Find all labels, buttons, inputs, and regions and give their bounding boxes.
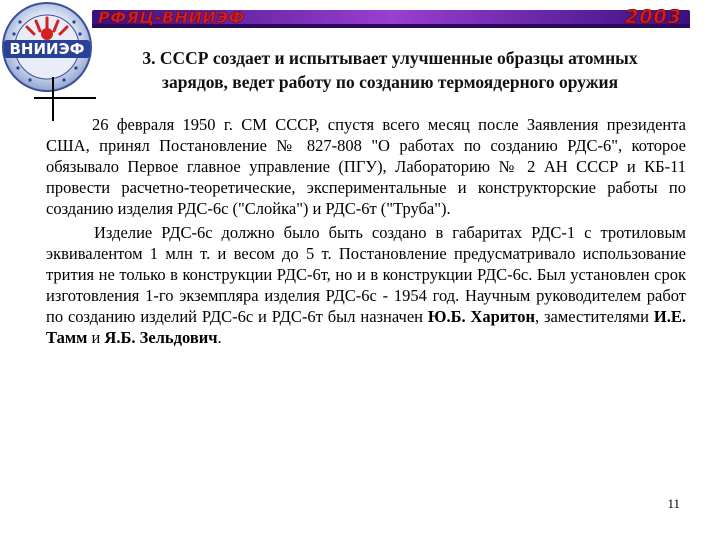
- person-tamm: И.Е. Тамм: [46, 307, 686, 347]
- slide-title: [60, 46, 720, 94]
- page-number: 11: [667, 496, 680, 511]
- year-label: 2003: [625, 6, 682, 28]
- crosshair-mark-horizontal: [34, 97, 96, 99]
- slide-body: [46, 114, 686, 348]
- title-line-1: 3. СССР создает и испытывает улучшенные образцы атомных: [142, 48, 638, 68]
- organization-label: РФЯЦ-ВНИИЭФ: [98, 8, 245, 27]
- paragraph-2-text-c: и: [87, 328, 105, 347]
- paragraph-2-end: .: [217, 328, 222, 347]
- person-khariton: Ю.Б. Харитон: [427, 307, 535, 326]
- logo-text: ВНИИЭФ: [9, 40, 85, 58]
- title-line-2: зарядов, ведет работу по созданию термоядерного оружия: [161, 72, 619, 92]
- paragraph-2-text-a: Изделие РДС-6с должно было быть создано в габаритах РДС-1 с тротиловым эквивалентом 1 млн т. и весом до 5 т. Постановление предусматривало использование трития не только в конструкции РДС-6т, но и в конструкции РДС-6с. Был установлен срок изготовления 1-го экземпляра изделия РДС-6с - 1954 год. Научным руководителем работ по созданию изделий РДС-6с и РДС-6т был назначен: [46, 223, 686, 326]
- paragraph-2-text-b: , заместителями: [535, 307, 654, 326]
- paragraph-1: 26 февраля 1950 г. СМ СССР, спустя всего месяц после Заявления президента США, принял Постановление № 827-808 "О работах по созданию РДС-6", которое обязывало Первое главное управление (ПГУ), Лабораторию № 2 АН СССР и КБ-11 провести расчетно-теоретические, экспериментальные и конструкторские работы по созданию изделия РДС-6с ("Слойка") и РДС-6т ("Труба").: [46, 115, 686, 218]
- paragraph-2: [46, 222, 686, 348]
- person-zeldovich: Я.Б. Зельдович: [104, 328, 218, 347]
